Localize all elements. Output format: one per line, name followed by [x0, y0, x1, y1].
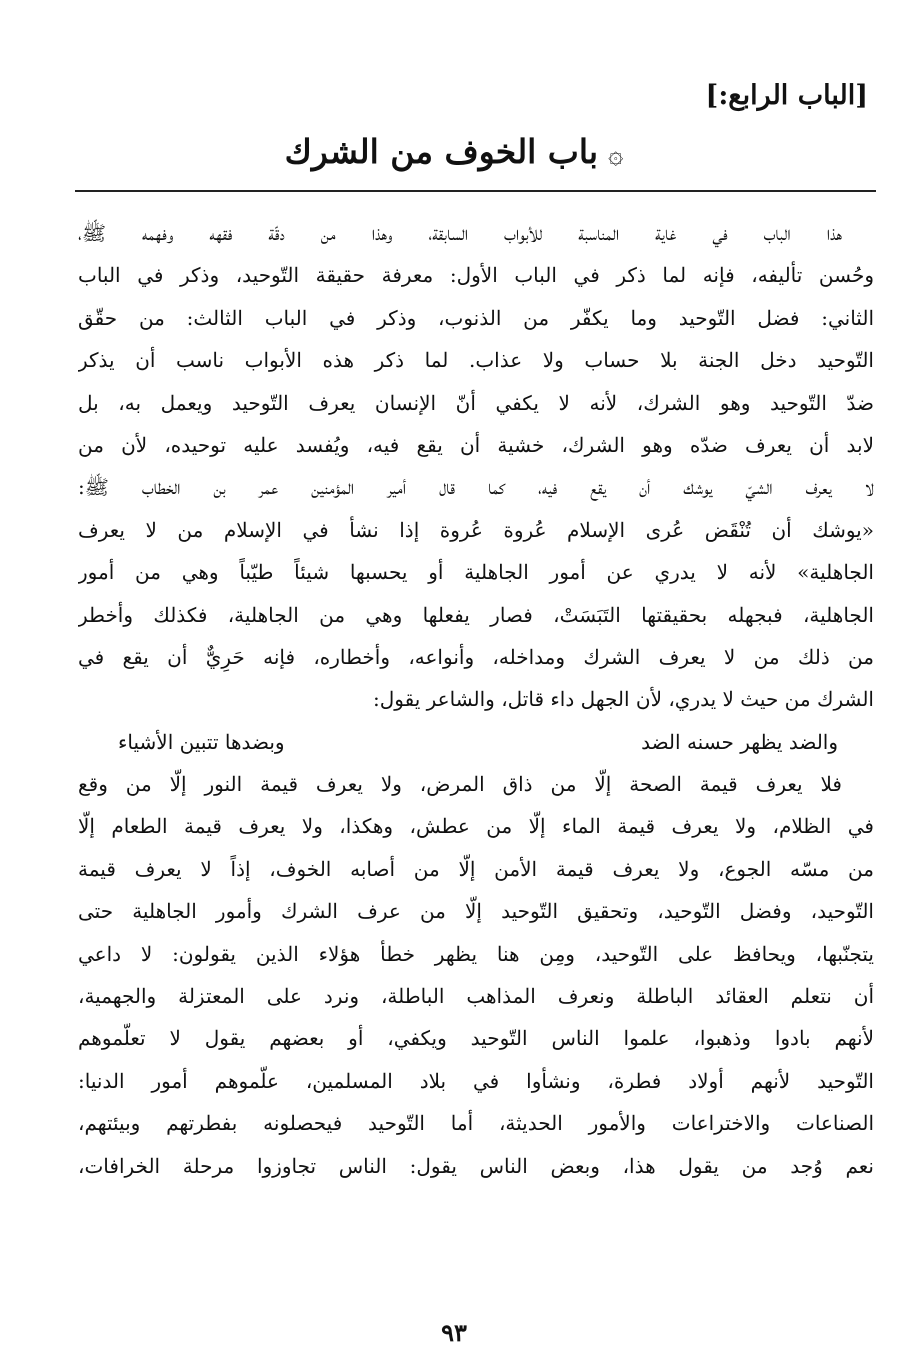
text-line: فلا يعرف قيمة الصحة إلّا من ذاق المرض، ولا يعرف قيمة النور إلّا من وقع	[78, 772, 842, 797]
chapter-title-row	[0, 132, 908, 171]
text-line: ضدّ التّوحيد وهو الشرك، لأنه لا يكفي أنّ الإنسان يعرف التّوحيد ويعمل به، بل	[78, 390, 874, 415]
text-line: التّوحيد لأنهم أولاد فطرة، ونشأوا في بلاد المسلمين، علّموهم أمور الدنيا:	[78, 1068, 874, 1093]
verse-second-hemistich: وبضدها تتبين الأشياء	[118, 729, 285, 754]
text-line: في الظلام، ولا يعرف قيمة الماء إلّا من عطش، وهكذا، ولا يعرف قيمة الطعام إلّا	[78, 814, 874, 839]
text-line: من ذلك من لا يعرف الشرك ومداخله، وأنواعه، وأخطاره، فإنه حَرِيٌّ أن يقع في	[78, 644, 874, 669]
text-line: الجاهلية» لأنه لا يدري عن أمور الجاهلية أو يحسبها شيئاً طيّباً وهي من أمور	[78, 560, 874, 585]
body-text	[78, 212, 874, 1187]
poetry-verse	[78, 721, 874, 763]
text-line: لابد أن يعرف ضدّه وهو الشرك، خشية أن يقع فيه، ويُفسد عليه توحيده، لأن من	[78, 432, 874, 457]
chapter-title: باب الخوف من الشرك	[284, 132, 599, 171]
text-line: الشرك من حيث لا يدري، لأن الجهل داء قاتل، والشاعر يقول:	[372, 687, 874, 712]
text-line: التّوحيد دخل الجنة بلا حساب ولا عذاب. لما ذكر هذه الأبواب ناسب أن يذكر	[78, 348, 874, 373]
text-line: من مسّه الجوع، ولا يعرف قيمة الأمن إلّا من أصابه الخوف، إذاً لا يعرف قيمة	[78, 856, 874, 881]
text-line: لا يعرف الشيّ يوشك أن يقع فيه، كما قال أمير المؤمنين عمر بن الخطاب ﷺ:	[78, 475, 874, 500]
text-line: «يوشك أن تُنْقَض عُرى الإسلام عُروة عُروة إذا نشأ في الإسلام من لا يعرف	[78, 517, 874, 542]
text-line: لأنهم بادوا وذهبوا، علموا الناس التّوحيد ويكفي، أو بعضهم يقول لا تعلّموهم	[78, 1026, 874, 1051]
text-line: وحُسن تأليفه، فإنه لما ذكر في الباب الأول: معرفة حقيقة التّوحيد، وذكر في الباب	[78, 263, 874, 288]
text-line: الثاني: فضل التّوحيد وما يكفّر من الذنوب، وذكر في الباب الثالث: من حقّق	[78, 305, 874, 330]
text-line: هذا الباب في غاية المناسبة للأبواب السابقة، وهذا من دقّة فقهه وفهمه ﷺ،	[78, 221, 842, 245]
text-line: الصناعات والاختراعات والأمور الحديثة، أما التّوحيد فيحصلونه بفطرتهم وبيئتهم،	[78, 1111, 874, 1136]
text-line: الجاهلية، فبجهله بحقيقتها التَبَسَتْ، فصار يفعلها وهي من الجاهلية، فكذلك وأخطر	[78, 602, 874, 627]
text-line: التّوحيد، وفضل التّوحيد، وتحقيق التّوحيد إلّا من عرف الشرك وأمور الجاهلية حتى	[78, 899, 874, 924]
title-divider	[75, 190, 876, 192]
text-line: يتجنّبها، ويحافظ على التّوحيد، ومِن هنا يظهر خطأ هؤلاء الذين يقولون: لا داعي	[78, 941, 874, 966]
text-line: أن نتعلم العقائد الباطلة ونعرف المذاهب الباطلة، ونرد على المعتزلة والجهمية،	[78, 984, 874, 1009]
rosette-icon: ۞	[608, 140, 624, 170]
text-line: نعم وُجد من يقول هذا، وبعض الناس يقول: الناس تجاوزوا مرحلة الخرافات،	[78, 1153, 874, 1178]
page-number: ٩٣	[441, 1318, 467, 1347]
verse-first-hemistich: والضد يظهر حسنه الضد	[641, 729, 838, 754]
chapter-label: [الباب الرابع:]	[705, 80, 868, 111]
